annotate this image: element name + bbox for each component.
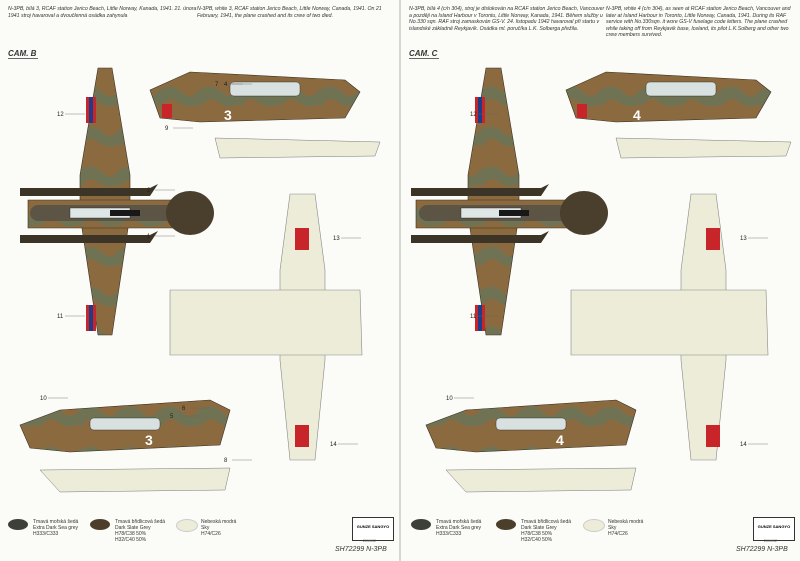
side-view-upper [150, 72, 380, 158]
legend-entry-3: Nebeská modrá Sky H74/C26 [608, 519, 644, 537]
left-code: 2019/02 [363, 539, 376, 543]
swatch-dark-slate-grey [90, 519, 110, 530]
logo-text: GUNZE SANGYO [356, 524, 390, 529]
left-footer: SH72299 N-3PB [335, 546, 387, 553]
side-view-lower-right [426, 400, 636, 492]
side-view-upper-right [566, 72, 791, 158]
left-callout-12: 12 [57, 112, 64, 118]
svg-text:4: 4 [633, 107, 641, 123]
right-footer: SH72299 N-3PB [736, 546, 788, 553]
right-header-text-en: N-3PB, white 4 (c/n 304), as seen at RCAF station Jerico Beach, Vancouver and later at Island Harbour in Toronto, Little Norway, Canada, 1941. During its RAF service with No.330sqn. it wore GS-V fuselage code letters. The plane crashed while taking off from Reykjavik base, Iceland, its pilot L.K.Solberg and other two crew members survived. [606, 6, 791, 39]
left-callout-7: 7 [215, 82, 219, 88]
left-callout-4: 4 [224, 82, 228, 88]
swatch-sky [583, 519, 605, 532]
logo-text: GUNZE SANGYO [757, 524, 791, 529]
swatch-extra-dark-sea-grey [411, 519, 431, 530]
cam-b-label: CAM. B [8, 49, 37, 58]
left-drawings [0, 0, 399, 561]
svg-text:3: 3 [224, 107, 232, 123]
right-callout-11: 11 [470, 314, 477, 320]
swatch-extra-dark-sea-grey [8, 519, 28, 530]
legend-entry-1: Tmavá mořská šedá Extra Dark Sea grey H333/C333 [436, 519, 482, 537]
svg-text:4: 4 [556, 432, 564, 448]
svg-text:3: 3 [145, 432, 153, 448]
brand-logo [352, 517, 394, 541]
brand-logo [753, 517, 795, 541]
left-page [0, 0, 399, 561]
cam-c-label: CAM. C [409, 49, 438, 58]
swatch-dark-slate-grey [496, 519, 516, 530]
swatch-sky [176, 519, 198, 532]
right-callout-13: 13 [740, 236, 747, 242]
left-callout-2: 2 [147, 188, 151, 194]
left-callout-14: 14 [330, 442, 337, 448]
left-callout-13: 13 [333, 236, 340, 242]
left-callout-8: 8 [224, 458, 228, 464]
left-callout-10: 10 [40, 396, 47, 402]
right-callout-12: 12 [470, 112, 477, 118]
right-header-text-cz: N-3PB, bílá 4 (c/n 304), stroj je dislokován na RCAF station Jerico Beach, Vancouver a později na Island Harbour v Torontu, Little Norway, Kanada, 1941. Během služby u No.330 sqn. RAF stroj zamaskován GS-V. 24. listopadu 1942 havaroval při startu v islandské základně Reykjavík. Osádka ml. poručíka L.K. Solberga přežila. [409, 6, 605, 32]
left-callout-1: 1 [147, 234, 151, 240]
side-view-lower [20, 400, 230, 492]
left-callout-5: 5 [170, 414, 174, 420]
left-callout-9: 9 [165, 126, 169, 132]
legend-entry-2: Tmavá břidlicová šedá Dark Slate Grey H78/C38 50% H32/C40 50% [521, 519, 572, 543]
legend-entry-1: Tmavá mořská šedá Extra Dark Sea grey H333/C333 [33, 519, 79, 537]
left-header-text: N-3PB, bílá 3, RCAF station Jerico Beach, Little Norway, Kanada, 1941. 21. února 1941 stroj havaroval a dvoučlenná osádka zahynula [8, 6, 197, 19]
right-drawings [401, 0, 800, 561]
right-code: 2019/02 [764, 539, 777, 543]
right-page [401, 0, 800, 561]
left-callout-6: 6 [182, 406, 186, 412]
right-callout-14: 14 [740, 442, 747, 448]
left-callout-11: 11 [57, 314, 64, 320]
legend-entry-3: Nebeská modrá Sky H74/C26 [201, 519, 237, 537]
right-callout-10: 10 [446, 396, 453, 402]
legend-entry-2: Tmavá břidlicová šedá Dark Slate Grey H78/C38 50% H32/C40 50% [115, 519, 166, 543]
left-header-text-en: N-3PB, white 3, RCAF station Jerico Beach, Little Norway, Canada, 1941. On 21 February, 1941, the plane crashed and its crew of two died. [197, 6, 382, 19]
